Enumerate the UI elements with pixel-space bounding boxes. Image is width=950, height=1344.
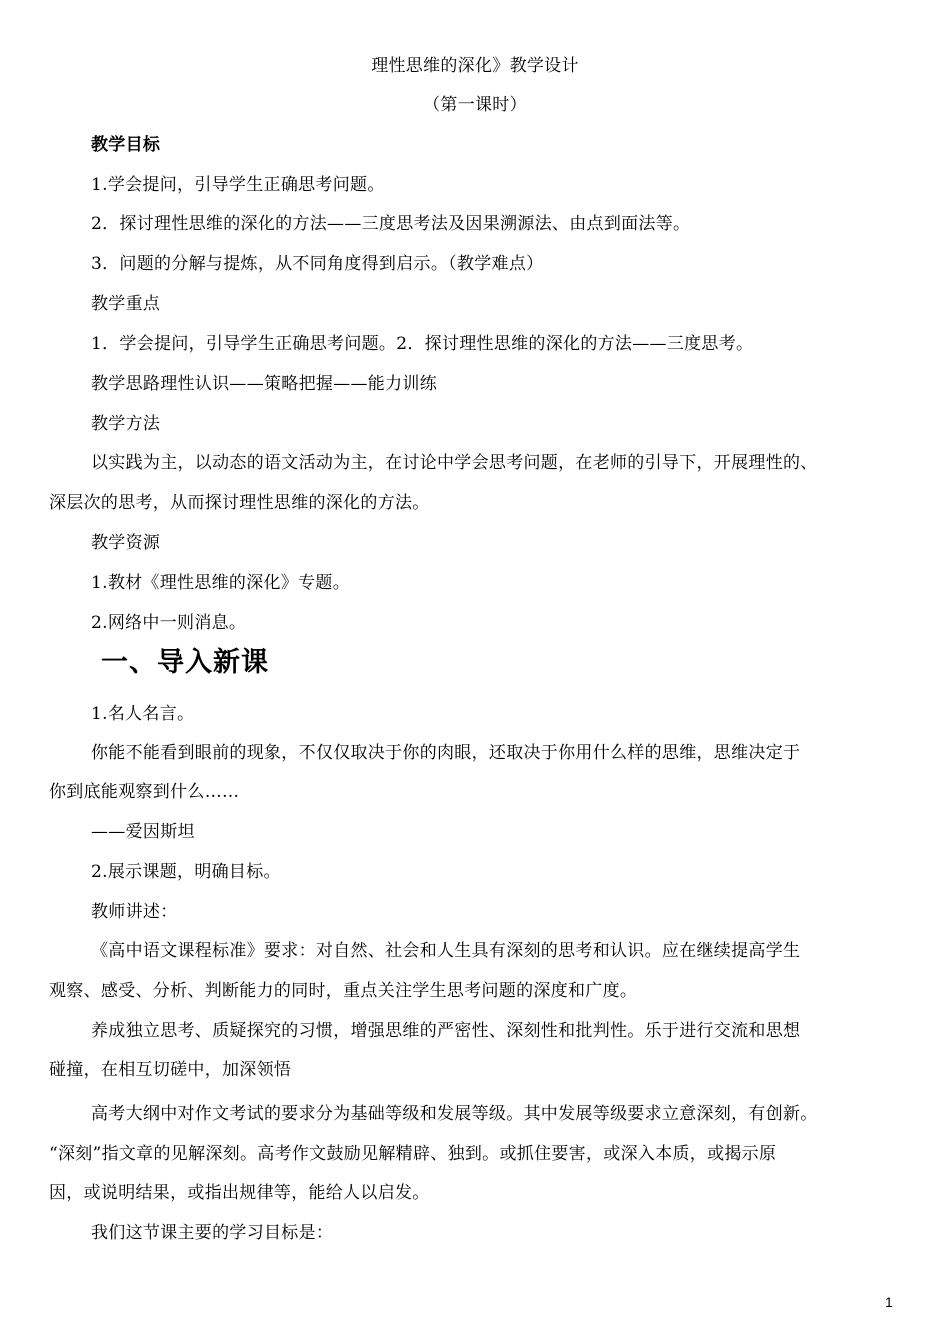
paragraph-1-line-2: 观察、感受、分析、判断能力的同时，重点关注学生思考问题的深度和广度。 — [49, 981, 638, 1001]
resources-heading: 教学资源 — [91, 533, 161, 553]
topic-line: 2.展示课题，明确目标。 — [91, 862, 281, 882]
objectives-heading: 教学目标 — [91, 135, 161, 155]
key-points-text: 1．学会提问，引导学生正确思考问题。2．探讨理性思维的深化的方法——三度思考。 — [91, 334, 754, 354]
paragraph-1-line-1: 《高中语文课程标准》要求：对自然、社会和人生具有深刻的思考和认识。应在继续提高学生 — [91, 941, 801, 961]
quote-line-1: 你能不能看到眼前的现象，不仅仅取决于你的肉眼，还取决于你用什么样的思维，思维决定于 — [91, 743, 801, 763]
method-paragraph-line-2: 深层次的思考，从而探讨理性思维的深化的方法。 — [49, 493, 430, 513]
objective-item-3: 3．问题的分解与提炼，从不同角度得到启示。（教学难点） — [91, 254, 544, 274]
paragraph-3-line-1: 高考大纲中对作文考试的要求分为基础等级和发展等级。其中发展等级要求立意深刻，有创新。 — [91, 1104, 818, 1124]
document-subtitle: （第一课时） — [423, 95, 527, 115]
goal-line: 我们这节课主要的学习目标是： — [91, 1223, 334, 1243]
page-number: 1 — [885, 1294, 893, 1310]
method-heading: 教学方法 — [91, 414, 161, 434]
section-heading-intro: 一、导入新课 — [101, 647, 269, 678]
teacher-label: 教师讲述： — [91, 902, 178, 922]
paragraph-2-line-2: 碰撞，在相互切磋中，加深领悟 — [49, 1060, 292, 1080]
resource-item-2: 2.网络中一则消息。 — [91, 613, 247, 633]
objective-item-1: 1.学会提问，引导学生正确思考问题。 — [91, 175, 385, 195]
resource-item-1: 1.教材《理性思维的深化》专题。 — [91, 573, 351, 593]
method-paragraph-line-1: 以实践为主，以动态的语文活动为主，在讨论中学会思考问题，在老师的引导下，开展理性的、 — [91, 453, 818, 473]
quote-label: 1.名人名言。 — [91, 704, 195, 724]
paragraph-2-line-1: 养成独立思考、质疑探究的习惯，增强思维的严密性、深刻性和批判性。乐于进行交流和思想 — [91, 1021, 801, 1041]
paragraph-3-line-3: 因，或说明结果，或指出规律等，能给人以启发。 — [49, 1183, 430, 1203]
quote-author: ——爱因斯坦 — [91, 822, 195, 842]
document-title: 理性思维的深化》教学设计 — [371, 56, 579, 76]
paragraph-3-line-2: “深刻”指文章的见解深刻。高考作文鼓励见解精辟、独到。或抓住要害，或深入本质，或揭示原 — [49, 1144, 777, 1164]
key-points-heading: 教学重点 — [91, 294, 161, 314]
teaching-approach: 教学思路理性认识——策略把握——能力训练 — [91, 374, 437, 394]
quote-line-2: 你到底能观察到什么…… — [49, 782, 240, 802]
objective-item-2: 2．探讨理性思维的深化的方法——三度思考法及因果溯源法、由点到面法等。 — [91, 214, 691, 234]
